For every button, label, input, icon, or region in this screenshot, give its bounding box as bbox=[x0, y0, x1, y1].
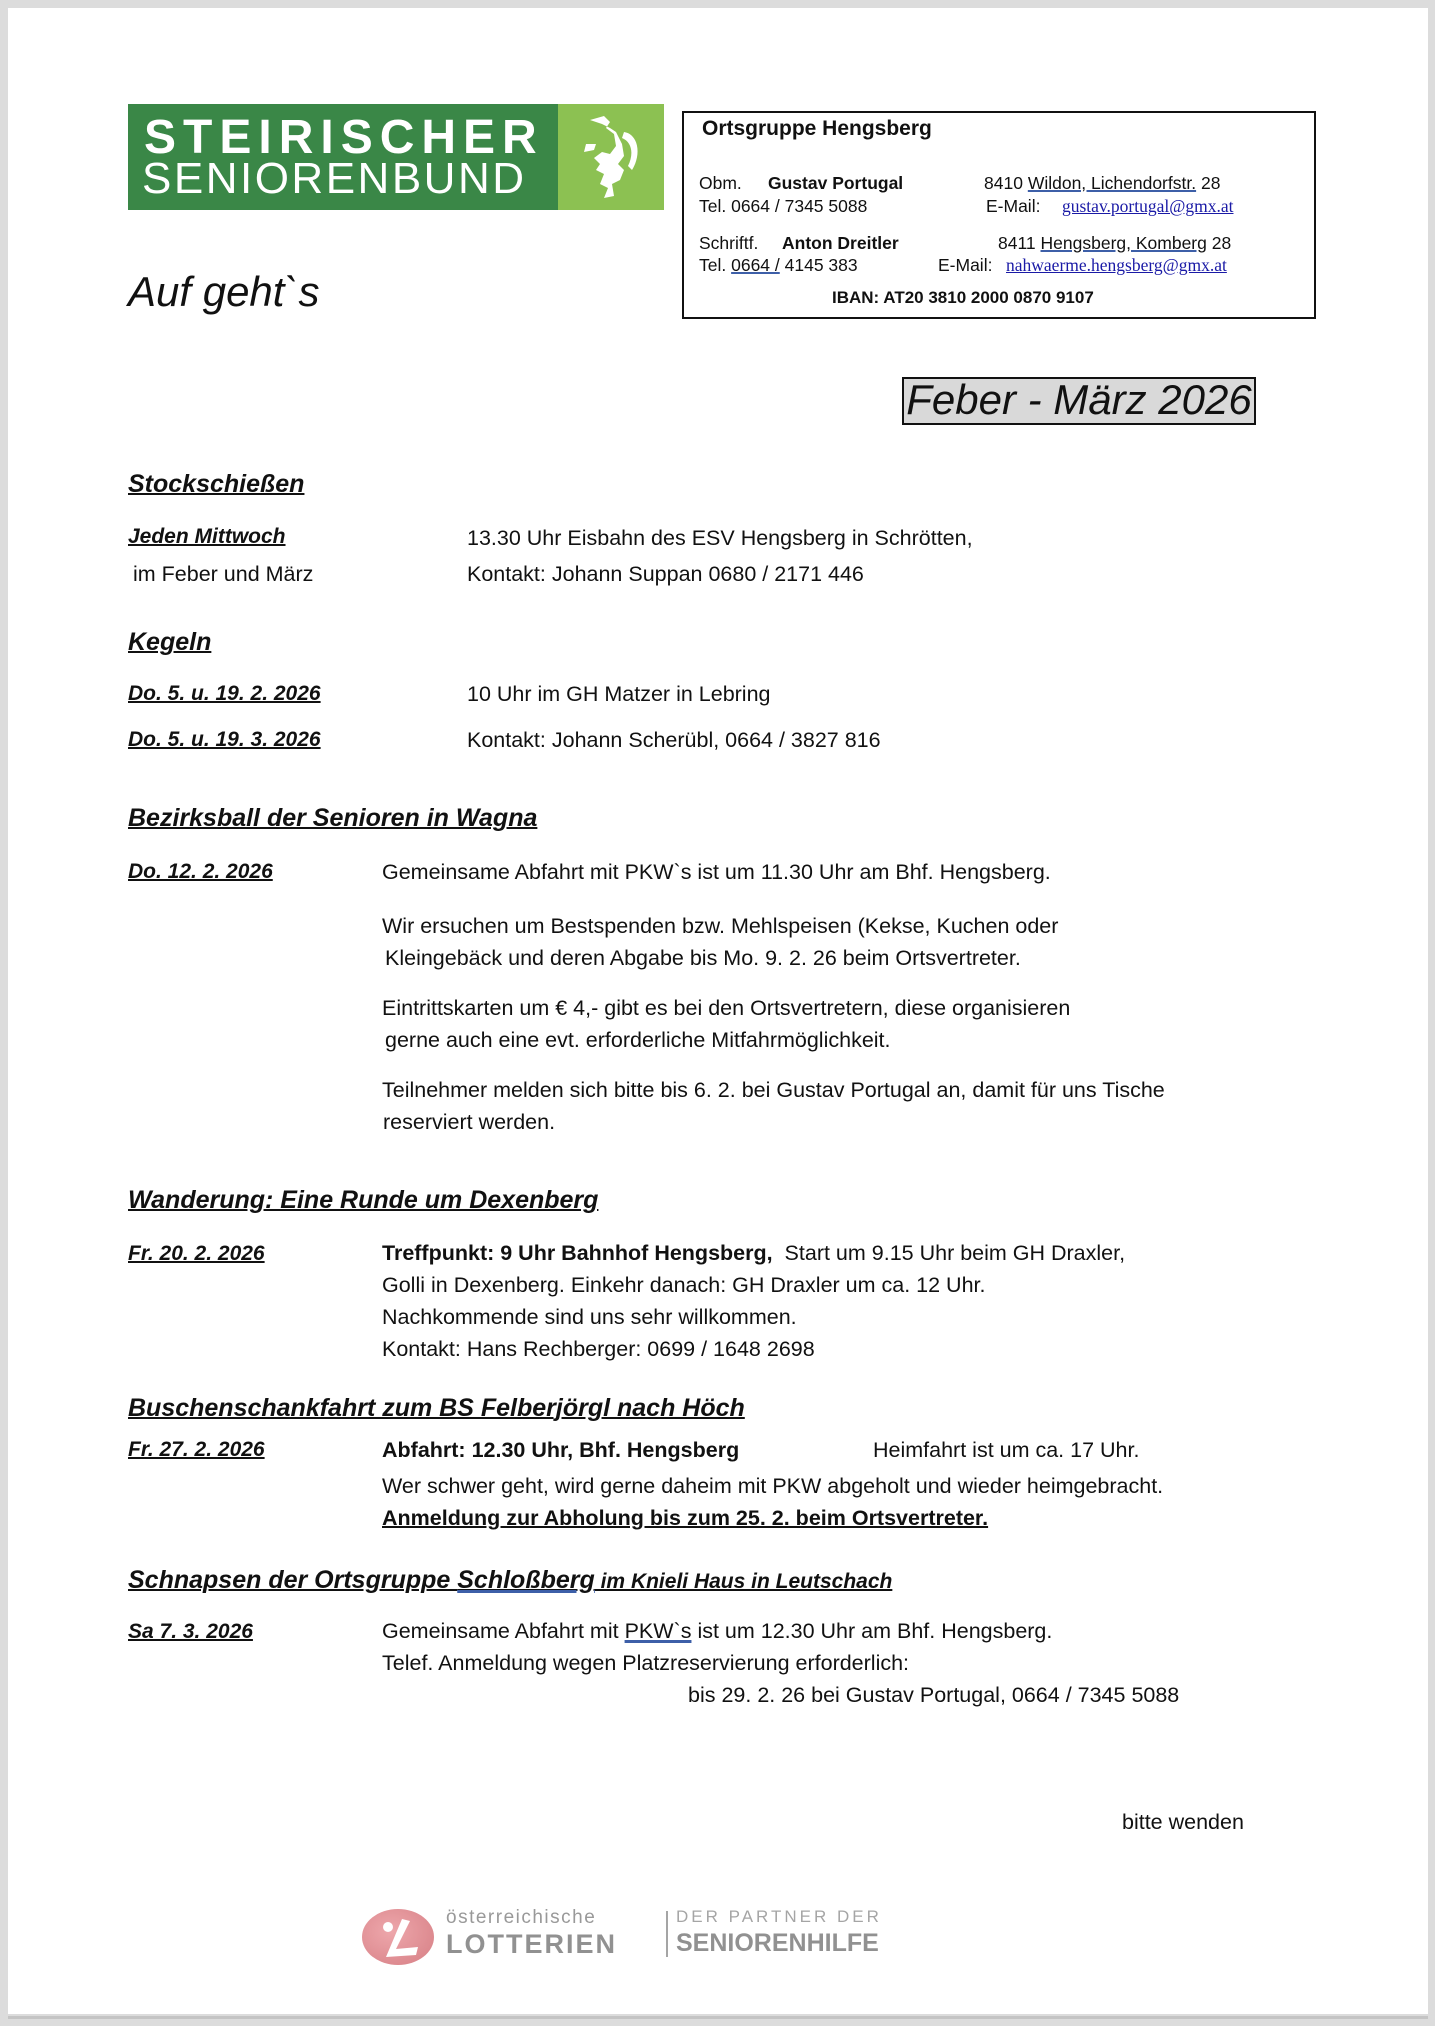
schnapsen-date: Sa 7. 3. 2026 bbox=[128, 1620, 253, 1643]
ball-paragraph-1: Gemeinsame Abfahrt mit PKW`s ist um 11.30 Uhr am Bhf. Hengsberg. bbox=[382, 860, 1051, 884]
kegeln-line-2: Kontakt: Johann Scherübl, 0664 / 3827 816 bbox=[467, 728, 881, 752]
wanderung-line-3: Nachkommende sind uns sehr willkommen. bbox=[382, 1305, 797, 1329]
kegeln-date-2: Do. 5. u. 19. 3. 2026 bbox=[128, 728, 321, 751]
wanderung-line-2: Golli in Dexenberg. Einkehr danach: GH Draxler um ca. 12 Uhr. bbox=[382, 1273, 986, 1297]
wanderung-start: Start um 9.15 Uhr beim GH Draxler, bbox=[784, 1241, 1126, 1265]
buschenschank-registration: Anmeldung zur Abholung bis zum 25. 2. beim Ortsvertreter. bbox=[382, 1506, 989, 1530]
lotterien-line-1: österreichische bbox=[446, 1907, 597, 1928]
obm-address bbox=[984, 173, 1220, 194]
ball-paragraph-4b: reserviert werden. bbox=[383, 1110, 556, 1134]
ball-date: Do. 12. 2. 2026 bbox=[128, 860, 273, 883]
please-turn-over: bitte wenden bbox=[1122, 1810, 1244, 1834]
schriftf-tel-prefix: Tel. bbox=[699, 255, 727, 275]
lotterien-logo bbox=[362, 1907, 912, 1971]
wanderung-line-4: Kontakt: Hans Rechberger: 0699 / 1648 2698 bbox=[382, 1337, 815, 1361]
schnapsen-line-1-b: PKW`s bbox=[624, 1619, 692, 1643]
buschenschank-date: Fr. 27. 2. 2026 bbox=[128, 1438, 265, 1461]
lotterien-line-2: LOTTERIEN bbox=[446, 1929, 617, 1959]
buschenschank-departure: Abfahrt: 12.30 Uhr, Bhf. Hengsberg bbox=[382, 1438, 740, 1462]
section-heading-kegeln: Kegeln bbox=[128, 628, 212, 656]
schriftf-name: Anton Dreitler bbox=[782, 233, 899, 253]
ball-paragraph-2a: Wir ersuchen um Bestspenden bzw. Mehlspeisen (Kekse, Kuchen oder bbox=[382, 914, 1059, 938]
lotterien-emblem-icon bbox=[362, 1909, 434, 1965]
stock-line-1: 13.30 Uhr Eisbahn des ESV Hengsberg in Schrötten, bbox=[467, 526, 973, 550]
schnapsen-line-1 bbox=[382, 1619, 1052, 1644]
schriftf-zip: 8411 bbox=[998, 233, 1036, 253]
schriftf-tel bbox=[699, 255, 858, 276]
stock-date: Jeden Mittwoch bbox=[128, 525, 286, 548]
buschenschank-line-2: Wer schwer geht, wird gerne daheim mit PKW abgeholt und wieder heimgebracht. bbox=[382, 1474, 1164, 1498]
schnapsen-heading-part-2: Schloßberg bbox=[457, 1566, 595, 1594]
schriftf-email-link[interactable]: nahwaerme.hengsberg@gmx.at bbox=[1006, 255, 1227, 275]
iban: IBAN: AT20 3810 2000 0870 9107 bbox=[832, 288, 1094, 307]
ball-paragraph-3b: gerne auch eine evt. erforderliche Mitfahrmöglichkeit. bbox=[385, 1028, 891, 1052]
obm-email-link[interactable]: gustav.portugal@gmx.at bbox=[1062, 196, 1234, 216]
obm-email-label: E-Mail: bbox=[986, 196, 1041, 216]
schriftf-address bbox=[998, 233, 1231, 254]
wanderung-meeting-point: Treffpunkt: 9 Uhr Bahnhof Hengsberg, bbox=[382, 1241, 773, 1265]
subtitle: Auf geht`s bbox=[128, 268, 320, 315]
schnapsen-heading-part-3: im Knieli Haus in Leutschach bbox=[594, 1570, 893, 1593]
ball-paragraph-4a: Teilnehmer melden sich bitte bis 6. 2. bei Gustav Portugal an, damit für uns Tische bbox=[382, 1078, 1165, 1102]
ball-paragraph-3a: Eintrittskarten um € 4,- gibt es bei den Ortsvertretern, diese organisieren bbox=[382, 996, 1071, 1020]
stock-line-2: Kontakt: Johann Suppan 0680 / 2171 446 bbox=[467, 562, 864, 586]
wanderung-date: Fr. 20. 2. 2026 bbox=[128, 1242, 265, 1265]
obm-zip: 8410 bbox=[984, 173, 1023, 193]
section-heading-schnapsen bbox=[128, 1566, 892, 1595]
schnapsen-line-3: bis 29. 2. 26 bei Gustav Portugal, 0664 / 7345 5088 bbox=[688, 1683, 1180, 1707]
lotterien-line-3: DER PARTNER DER bbox=[676, 1907, 882, 1926]
obm-street: Wildon, Lichendorfstr. bbox=[1027, 173, 1197, 193]
period-title: Feber - März 2026 bbox=[902, 377, 1256, 425]
logo-line-2: SENIORENBUND bbox=[142, 154, 527, 203]
lotterien-line-4: SENIORENHILFE bbox=[676, 1929, 879, 1957]
obm-label: Obm. bbox=[699, 173, 742, 193]
schnapsen-line-2: Telef. Anmeldung wegen Platzreservierung erforderlich: bbox=[382, 1651, 910, 1675]
schriftf-tel-area: 0664 / bbox=[731, 255, 780, 275]
schnapsen-line-1-a: Gemeinsame Abfahrt mit bbox=[382, 1619, 625, 1643]
section-heading-buschenschank: Buschenschankfahrt zum BS Felberjörgl nach Höch bbox=[128, 1394, 745, 1422]
obm-name: Gustav Portugal bbox=[768, 173, 904, 193]
obm-tel: Tel. 0664 / 7345 5088 bbox=[699, 196, 868, 216]
section-heading-stockschiessen: Stockschießen bbox=[128, 470, 305, 498]
schnapsen-heading-part-1: Schnapsen der Ortsgruppe bbox=[128, 1566, 458, 1594]
logo-line-1: STEIRISCHER bbox=[144, 111, 544, 164]
panther-icon bbox=[580, 114, 644, 202]
contact-box bbox=[682, 111, 1316, 319]
stock-date-sub: im Feber und März bbox=[133, 562, 314, 586]
schriftf-street: Hengsberg, Komberg bbox=[1040, 233, 1207, 253]
schriftf-house-no: 28 bbox=[1211, 233, 1232, 253]
kegeln-line-1: 10 Uhr im GH Matzer in Lebring bbox=[467, 682, 771, 706]
section-heading-wanderung: Wanderung: Eine Runde um Dexenberg bbox=[128, 1186, 599, 1214]
page-boundary bbox=[8, 2016, 1428, 2019]
buschenschank-return: Heimfahrt ist um ca. 17 Uhr. bbox=[873, 1438, 1140, 1462]
schnapsen-line-1-c: ist um 12.30 Uhr am Bhf. Hengsberg. bbox=[691, 1619, 1053, 1643]
seniorenbund-logo bbox=[128, 104, 664, 210]
contact-title: Ortsgruppe Hengsberg bbox=[702, 117, 932, 140]
schriftf-tel-number: 4145 383 bbox=[784, 255, 858, 275]
ball-paragraph-2b: Kleingebäck und deren Abgabe bis Mo. 9. 2. 26 beim Ortsvertreter. bbox=[385, 946, 1021, 970]
schriftf-email-label: E-Mail: bbox=[938, 255, 993, 275]
section-heading-bezirksball: Bezirksball der Senioren in Wagna bbox=[128, 804, 538, 832]
schriftf-label: Schriftf. bbox=[699, 233, 759, 253]
wanderung-line-1 bbox=[382, 1241, 1125, 1266]
obm-house-no: 28 bbox=[1200, 173, 1221, 193]
kegeln-date-1: Do. 5. u. 19. 2. 2026 bbox=[128, 682, 321, 705]
lotterien-separator bbox=[666, 1911, 668, 1957]
